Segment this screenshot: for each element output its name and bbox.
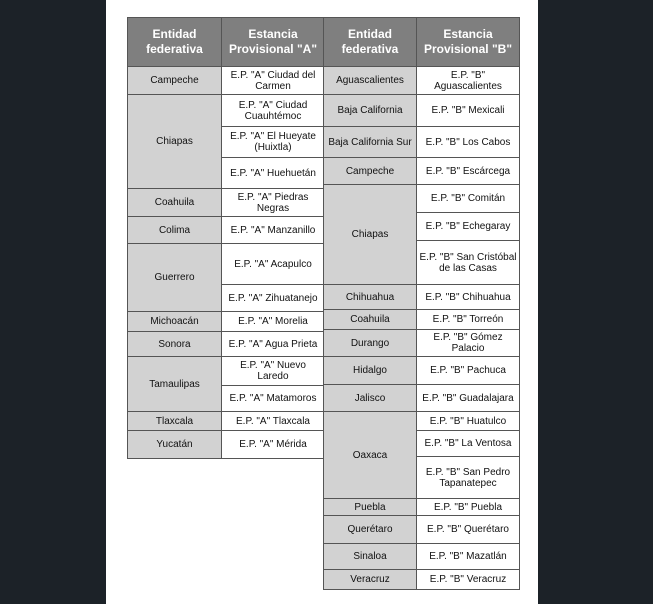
table-row bbox=[324, 158, 520, 185]
entity-cell: Sonora bbox=[128, 332, 222, 357]
entity-cell: Tlaxcala bbox=[128, 412, 222, 431]
entity-cell: Oaxaca bbox=[324, 412, 417, 499]
station-cell: E.P. "B" Mazatlán bbox=[417, 544, 520, 570]
entity-cell: Chiapas bbox=[128, 95, 222, 189]
entity-cell: Guerrero bbox=[128, 244, 222, 312]
station-cell: E.P. "B" Veracruz bbox=[417, 570, 520, 590]
entity-cell: Colima bbox=[128, 217, 222, 244]
entity-cell: Durango bbox=[324, 330, 417, 357]
station-cell: E.P. "B" Aguascalientes bbox=[417, 67, 520, 95]
header-row bbox=[128, 18, 325, 67]
table-row bbox=[324, 95, 520, 127]
table-row bbox=[324, 544, 520, 570]
entity-cell: Chihuahua bbox=[324, 285, 417, 310]
station-cell: E.P. "B" Comitán bbox=[417, 185, 520, 213]
entity-cell: Hidalgo bbox=[324, 357, 417, 385]
station-cell: E.P. "B" Torreón bbox=[417, 310, 520, 330]
header-entity: Entidad federativa bbox=[128, 18, 222, 67]
table-row bbox=[128, 95, 325, 127]
table-row bbox=[324, 127, 520, 158]
table-row bbox=[324, 357, 520, 385]
station-cell: E.P. "A" Matamoros bbox=[222, 386, 325, 412]
table-row bbox=[324, 330, 520, 357]
entity-cell: Querétaro bbox=[324, 516, 417, 544]
header-station: Estancia Provisional "B" bbox=[417, 18, 520, 67]
entity-cell: Sinaloa bbox=[324, 544, 417, 570]
station-cell: E.P. "B" Los Cabos bbox=[417, 127, 520, 158]
station-cell: E.P. "B" San Cristóbal de las Casas bbox=[417, 241, 520, 285]
station-cell: E.P. "B" Echegaray bbox=[417, 213, 520, 241]
entity-cell: Aguascalientes bbox=[324, 67, 417, 95]
station-cell: E.P. "B" Puebla bbox=[417, 499, 520, 516]
entity-cell: Yucatán bbox=[128, 431, 222, 459]
table-row bbox=[324, 570, 520, 590]
station-cell: E.P. "B" Mexicali bbox=[417, 95, 520, 127]
station-cell: E.P. "B" Pachuca bbox=[417, 357, 520, 385]
station-cell: E.P. "B" La Ventosa bbox=[417, 431, 520, 457]
table-row bbox=[128, 217, 325, 244]
station-cell: E.P. "A" Huehuetán bbox=[222, 158, 325, 189]
header-entity: Entidad federativa bbox=[324, 18, 417, 67]
entity-cell: Campeche bbox=[128, 67, 222, 95]
table-estancia-a bbox=[127, 17, 325, 459]
table-row bbox=[324, 310, 520, 330]
entity-cell: Chiapas bbox=[324, 185, 417, 285]
station-cell: E.P. "A" Ciudad del Carmen bbox=[222, 67, 325, 95]
station-cell: E.P. "A" Ciudad Cuauhtémoc bbox=[222, 95, 325, 127]
header-station: Estancia Provisional "A" bbox=[222, 18, 325, 67]
table-row bbox=[324, 516, 520, 544]
entity-cell: Baja California bbox=[324, 95, 417, 127]
entity-cell: Coahuila bbox=[128, 189, 222, 217]
header-row bbox=[324, 18, 520, 67]
entity-cell: Baja California Sur bbox=[324, 127, 417, 158]
table-row bbox=[324, 285, 520, 310]
station-cell: E.P. "A" Zihuatanejo bbox=[222, 285, 325, 312]
table-row bbox=[324, 185, 520, 213]
table-row bbox=[324, 67, 520, 95]
table-row bbox=[128, 412, 325, 431]
entity-cell: Jalisco bbox=[324, 385, 417, 412]
entity-cell: Michoacán bbox=[128, 312, 222, 332]
entity-cell: Tamaulipas bbox=[128, 357, 222, 412]
station-cell: E.P. "B" Guadalajara bbox=[417, 385, 520, 412]
table-row bbox=[324, 412, 520, 431]
station-cell: E.P. "B" Chihuahua bbox=[417, 285, 520, 310]
table-row bbox=[128, 189, 325, 217]
entity-cell: Campeche bbox=[324, 158, 417, 185]
table-row bbox=[128, 67, 325, 95]
table-row bbox=[324, 499, 520, 516]
station-cell: E.P. "A" Nuevo Laredo bbox=[222, 357, 325, 386]
entity-cell: Coahuila bbox=[324, 310, 417, 330]
table-row bbox=[128, 431, 325, 459]
station-cell: E.P. "A" Manzanillo bbox=[222, 217, 325, 244]
station-cell: E.P. "B" Gómez Palacio bbox=[417, 330, 520, 357]
entity-cell: Puebla bbox=[324, 499, 417, 516]
station-cell: E.P. "B" Escárcega bbox=[417, 158, 520, 185]
station-cell: E.P. "A" Agua Prieta bbox=[222, 332, 325, 357]
station-cell: E.P. "A" Piedras Negras bbox=[222, 189, 325, 217]
table-row bbox=[128, 332, 325, 357]
station-cell: E.P. "A" Acapulco bbox=[222, 244, 325, 285]
station-cell: E.P. "B" Huatulco bbox=[417, 412, 520, 431]
table-row bbox=[128, 312, 325, 332]
table-row bbox=[324, 385, 520, 412]
table-row bbox=[128, 357, 325, 386]
station-cell: E.P. "B" San Pedro Tapanatepec bbox=[417, 457, 520, 499]
station-cell: E.P. "B" Querétaro bbox=[417, 516, 520, 544]
table-row bbox=[128, 244, 325, 285]
table-estancia-b bbox=[323, 17, 520, 590]
station-cell: E.P. "A" Tlaxcala bbox=[222, 412, 325, 431]
station-cell: E.P. "A" El Hueyate (Huixtla) bbox=[222, 127, 325, 158]
entity-cell: Veracruz bbox=[324, 570, 417, 590]
station-cell: E.P. "A" Morelia bbox=[222, 312, 325, 332]
station-cell: E.P. "A" Mérida bbox=[222, 431, 325, 459]
